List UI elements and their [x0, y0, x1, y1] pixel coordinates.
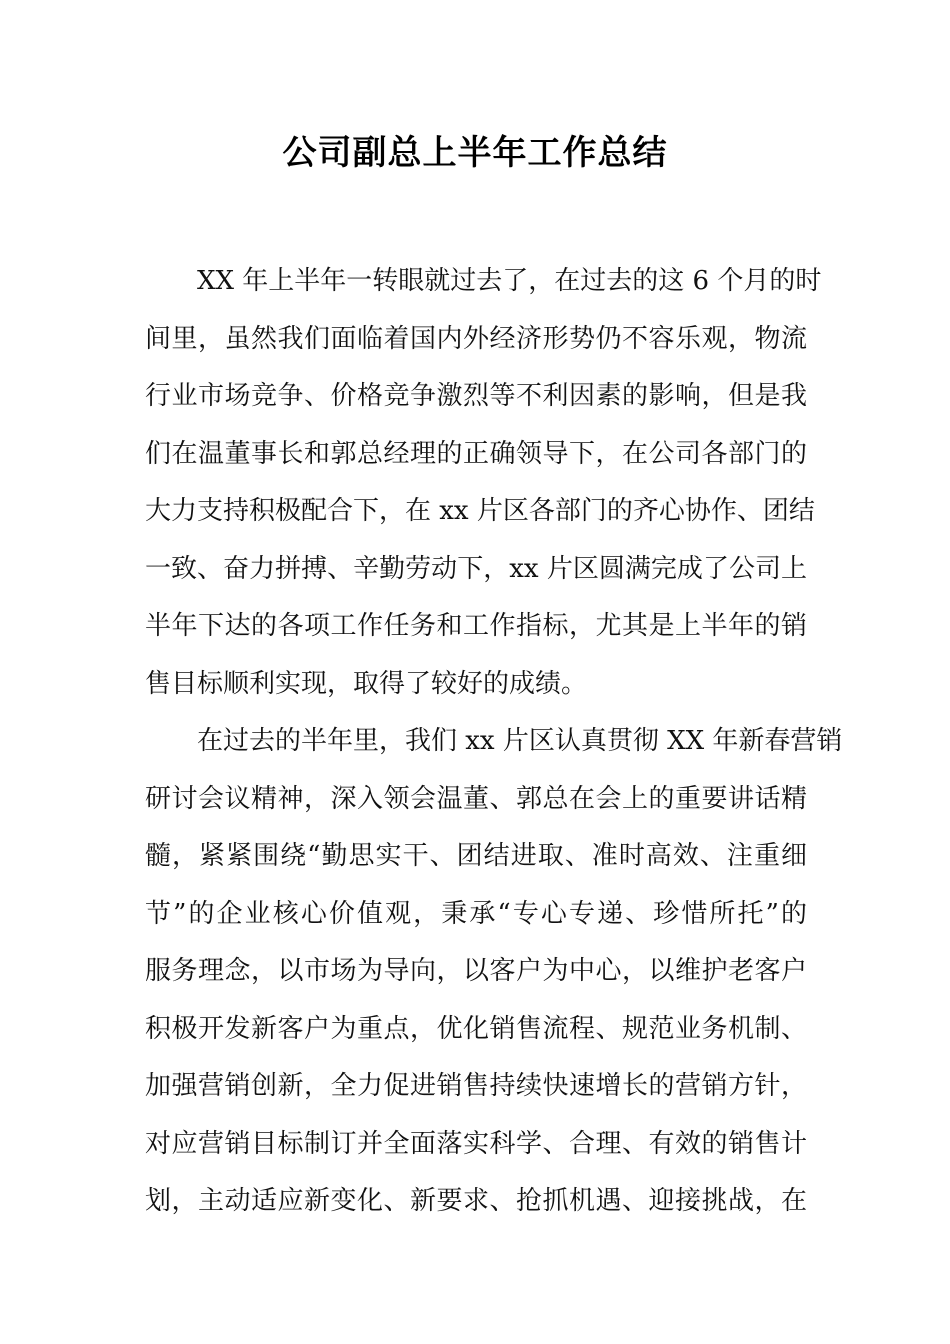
text-line: 积极开发新客户为重点，优化销售流程、规范业务机制、	[145, 1013, 807, 1044]
text-line: 们在温董事长和郭总经理的正确领导下，在公司各部门的	[145, 438, 807, 469]
text-line: 髓，紧紧围绕“勤思实干、团结进取、准时高效、注重细	[145, 841, 807, 871]
text-line: 节”的企业核心价值观，秉承“专心专递、珍惜所托”的	[145, 898, 807, 929]
paragraph-1	[145, 255, 822, 715]
text-line: 对应营销目标制订并全面落实科学、合理、有效的销售计	[145, 1128, 807, 1159]
text-line: 半年下达的各项工作任务和工作指标，尤其是上半年的销	[145, 611, 807, 641]
document-body	[145, 255, 843, 1233]
text-line: 大力支持积极配合下，在 xx 片区各部门的齐心协作、团结	[145, 496, 815, 526]
text-line: 售目标顺利实现，取得了较好的成绩。	[145, 668, 588, 699]
text-line: 服务理念，以市场为导向，以客户为中心，以维护老客户	[145, 956, 807, 986]
text-line: 行业市场竞争、价格竞争激烈等不利因素的影响，但是我	[145, 381, 807, 411]
text-line: 一致、奋力拼搏、辛勤劳动下，xx 片区圆满完成了公司上	[145, 553, 807, 584]
text-line: 加强营销创新，全力促进销售持续快速增长的营销方针，	[145, 1071, 807, 1101]
paragraph-2	[145, 715, 843, 1233]
text-line: 划，主动适应新变化、新要求、抢抓机遇、迎接挑战，在	[145, 1186, 807, 1216]
text-line: XX 年上半年一转眼就过去了，在过去的这 6 个月的时	[197, 266, 822, 296]
text-line: 研讨会议精神，深入领会温董、郭总在会上的重要讲话精	[145, 783, 807, 814]
text-line: 间里，虽然我们面临着国内外经济形势仍不容乐观，物流	[145, 323, 807, 354]
document-title: 公司副总上半年工作总结	[282, 133, 668, 173]
text-line: 在过去的半年里，我们 xx 片区认真贯彻 XX 年新春营销	[197, 726, 843, 756]
